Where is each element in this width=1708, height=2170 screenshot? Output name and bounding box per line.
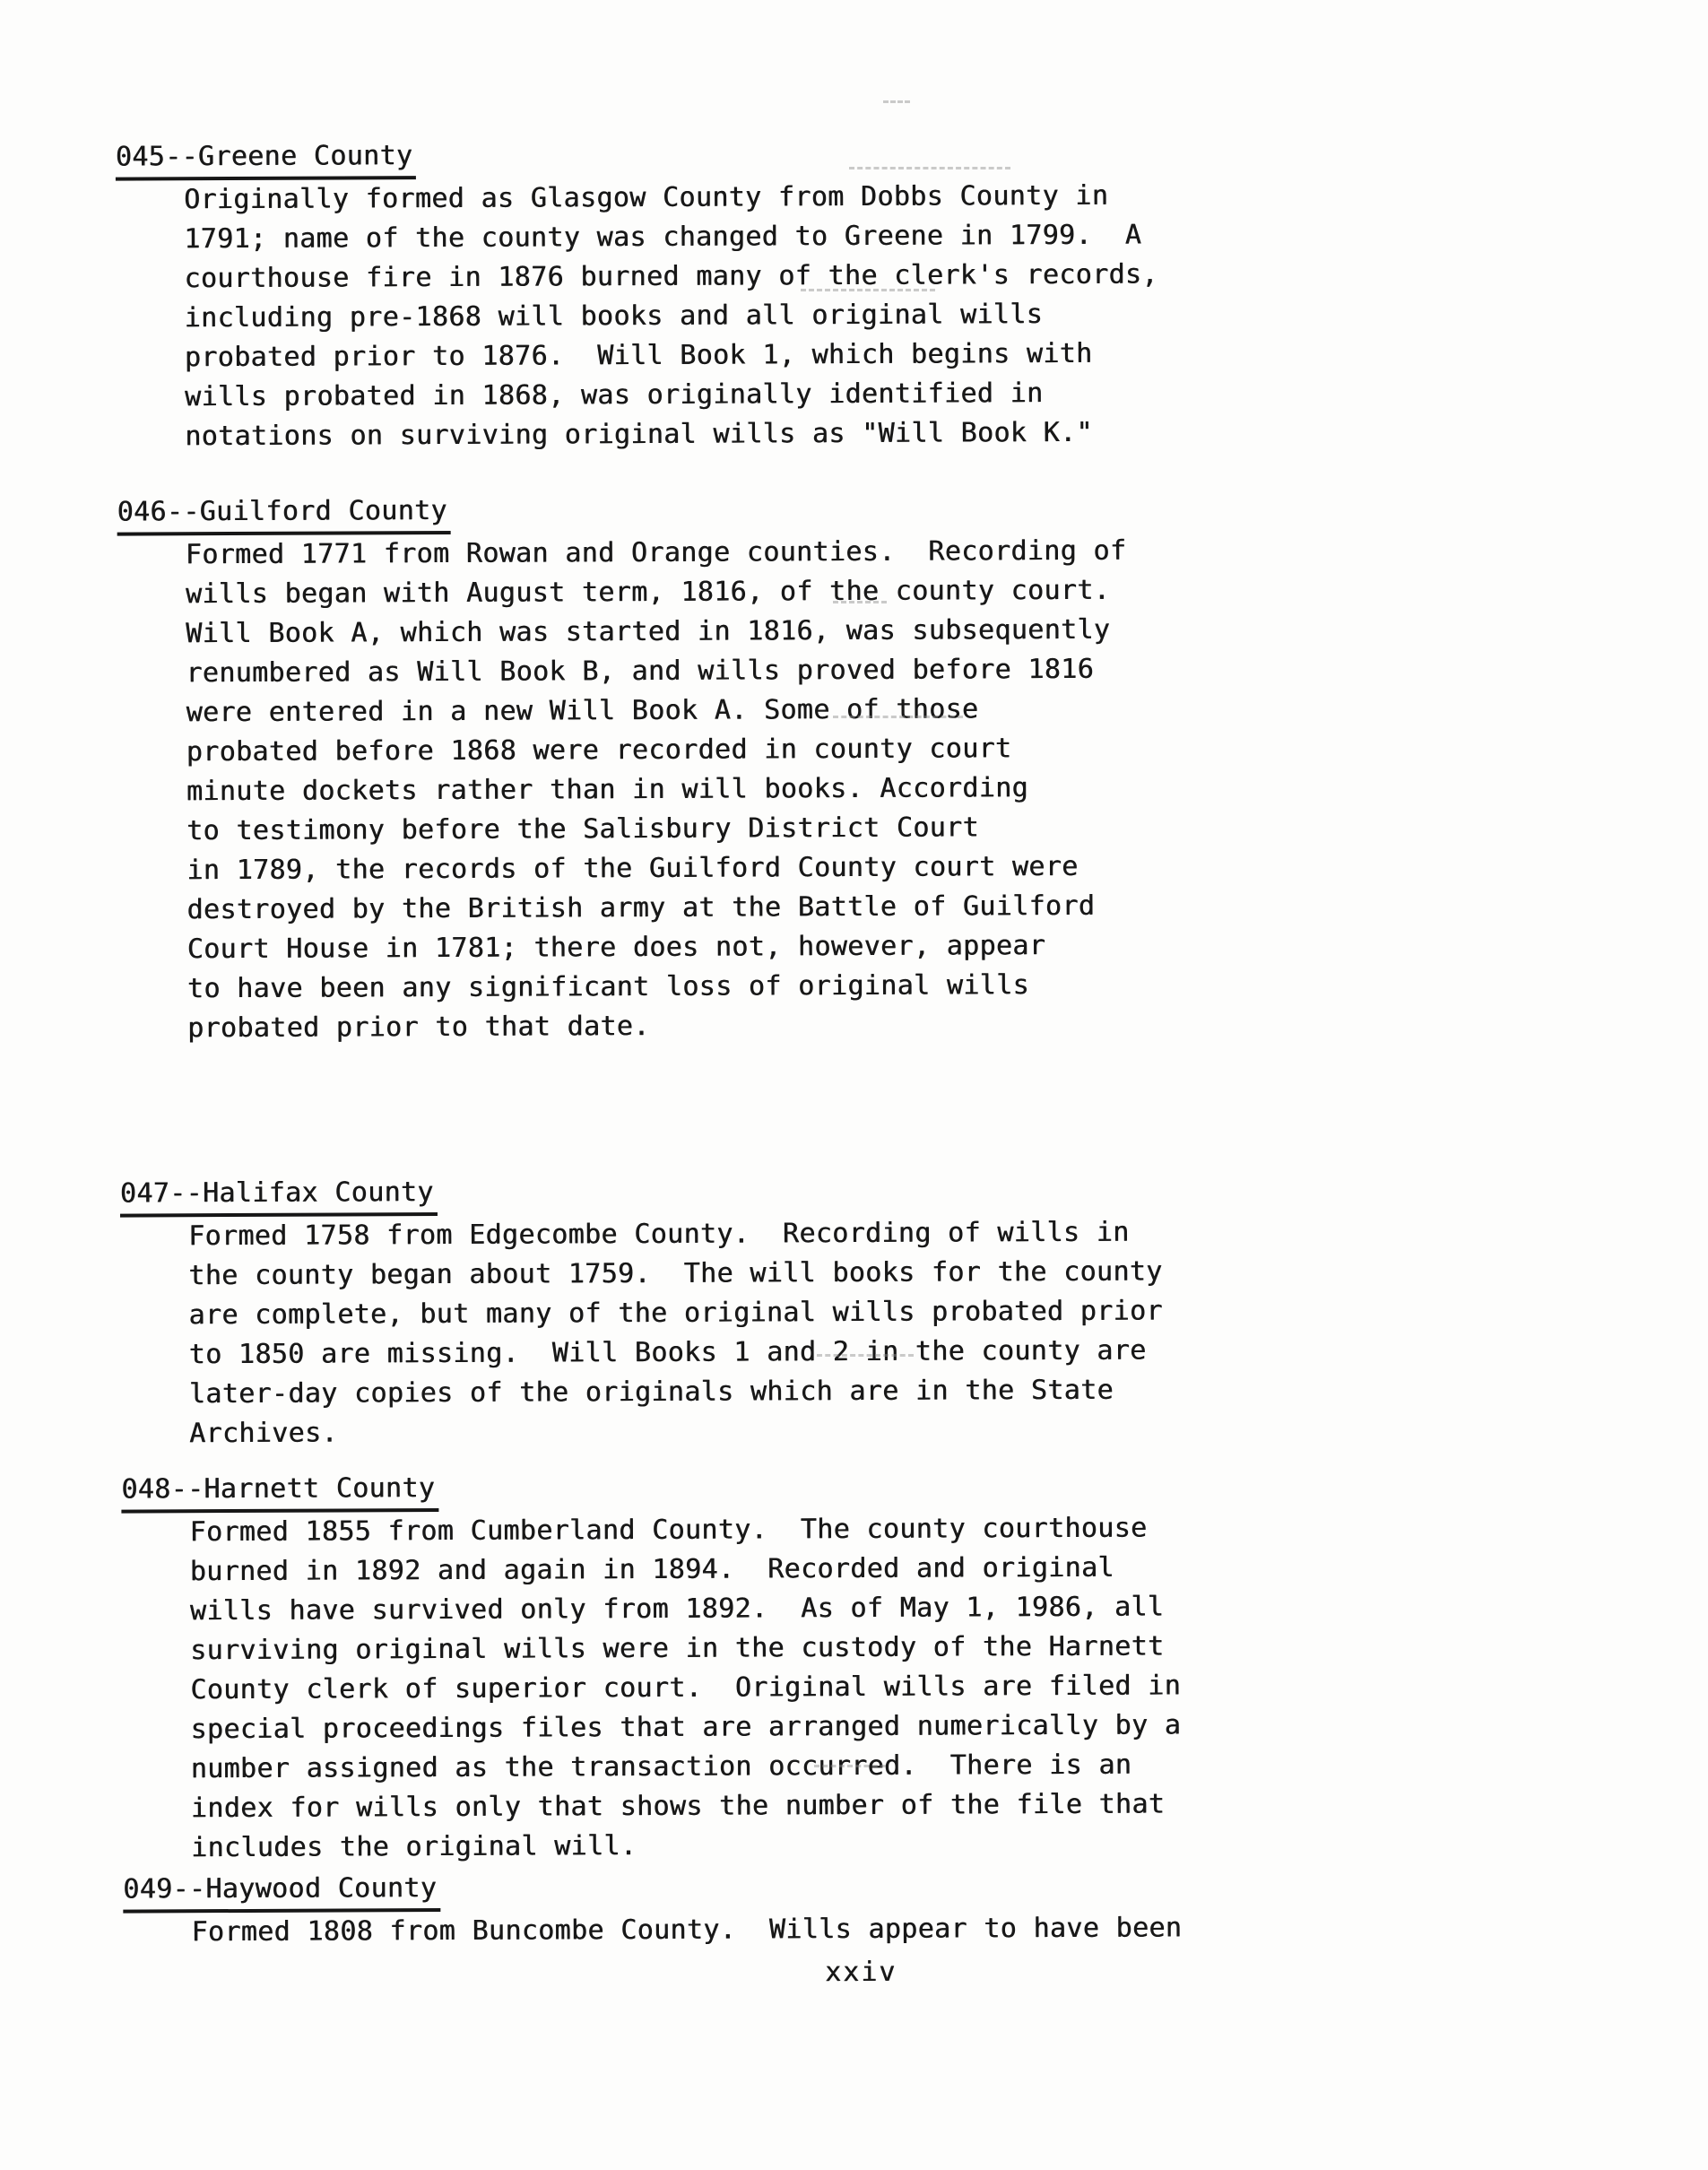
section-046-guilford-county xyxy=(0,486,1708,1049)
section-049-haywood-county xyxy=(6,1863,1708,1953)
section-body: Formed 1855 from Cumberland County. The county courthouse burned in 1892 and again in 1894. Recorded and original wills have survived only from 1892. As of May 1, 1986, all surviving original wills were in the custody of the Harnett County clerk of superior court. Original wills are filed in special proceedings files that are arranged numerically by a number assigned as the transaction occurred. There is an index for wills only that shows the number of the file that includes the original will. xyxy=(189,1512,1182,1864)
section-047-halifax-county xyxy=(4,1167,1708,1454)
section-heading: 046--Guilford County xyxy=(117,491,450,536)
section-heading: 047--Halifax County xyxy=(120,1173,438,1218)
document-sections xyxy=(0,131,1708,1953)
section-heading: 048--Harnett County xyxy=(121,1469,438,1514)
section-body: Formed 1808 from Buncombe County. Wills appear to have been xyxy=(191,1912,1183,1949)
section-045-greene-county xyxy=(0,131,1708,457)
section-heading: 045--Greene County xyxy=(116,136,417,180)
section-body: Originally formed as Glasgow County from Dobbs County in 1791; name of the county was changed to Greene in 1799. A courthouse fire in 1876 burned many of the clerk's records, including pre-1868 will books and all original wills probated prior to 1876. Will Book 1, which begins with wills probated in 1868, was originally identified in notations on surviving original wills as "Will Book K." xyxy=(183,179,1158,453)
section-heading: 049--Haywood County xyxy=(123,1869,440,1914)
section-body: Formed 1758 from Edgecombe County. Recording of wills in the county began about 1759. The will books for the county are complete, but many of the original wills probated prior to 1850 are missing. Will Books 1 and 2 in the county are later-day copies of the originals which are in the State Archives. xyxy=(187,1216,1163,1450)
page-number: xxiv xyxy=(824,1956,897,1989)
section-body: Formed 1771 from Rowan and Orange counties. Recording of wills began with August term, 1816, of the county court. Will Book A, which was started in 1816, was subsequently renumbered as Will Book B, and wills proved before 1816 were entered in a new Will Book A. Some of those probated before 1868 were recorded in county court minute dockets rather than in will books. According to testimony before the Salisbury District Court in 1789, the records of the Guilford County court were destroyed by the British army at the Battle of Guilford Court House in 1781; there does not, however, appear to have been any significant loss of original wills probated prior to that date. xyxy=(185,534,1127,1045)
section-048-harnett-county xyxy=(4,1463,1708,1869)
